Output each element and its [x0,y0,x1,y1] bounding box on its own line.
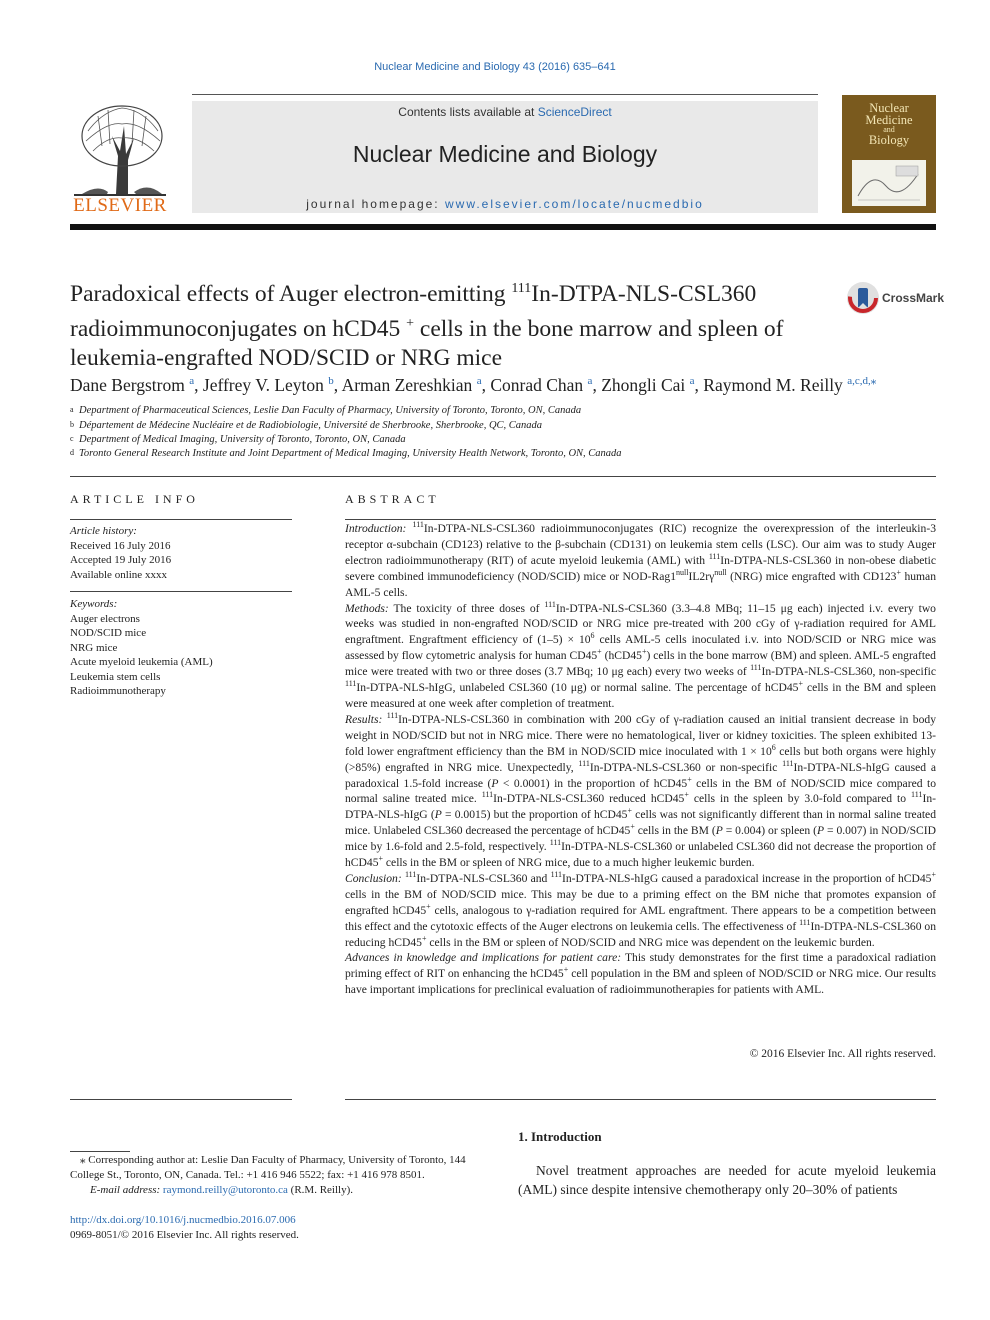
author-affiliation-mark[interactable]: a [587,375,593,387]
affiliation-text: Toronto General Research Institute and Joint Department of Medical Imaging, University Health Network, Toronto, ON, Canada [79,448,622,459]
section-divider [70,476,936,477]
author-affiliation-mark[interactable]: a [476,375,482,387]
title-part1: Paradoxical effects of Auger electron-emitting [70,280,512,307]
keyword: Leukemia stem cells [70,670,161,683]
email-suffix: (R.M. Reilly). [287,1184,354,1196]
history-online: Available online xxxx [70,568,167,581]
author-name[interactable]: Dane Bergstrom [70,374,185,395]
cover-title-line1: Nuclear [869,101,909,115]
bottom-rule-left [70,1099,292,1100]
corresponding-author-footnote [70,1153,494,1198]
abstract-rule [345,519,936,520]
sciencedirect-link[interactable]: ScienceDirect [537,105,612,119]
article-title [70,274,830,373]
affiliation-mark: d [70,448,74,457]
article-info-rule [70,519,292,520]
homepage-link[interactable]: www.elsevier.com/locate/nucmedbio [444,197,704,211]
issn-line: 0969-8051/© 2016 Elsevier Inc. All rights reserved. [70,1229,299,1241]
author-affiliation-mark[interactable]: b [328,375,334,387]
affiliation-text: Department of Pharmaceutical Sciences, Leslie Dan Faculty of Pharmacy, University of Toronto, Toronto, ON, Canada [79,405,582,416]
title-isotope-superscript: 111 [511,281,532,296]
affiliation-b [70,420,542,431]
keyword: Radioimmunotherapy [70,685,166,697]
title-part2: In-DTPA-NLS-CSL360 radioimmunoconjugates on hCD45 [70,280,757,342]
history-received: Received 16 July 2016 [70,539,171,552]
cover-title-and: and [883,125,895,134]
affiliation-text: Département de Médecine Nucléaire et de Radiobiologie, Université de Sherbrooke, Sherbrooke, QC, Canada [79,420,543,431]
abstract-conclusion: Conclusion: $^{111}$In-DTPA-NLS-CSL360 and $^{111}$In-DTPA-NLS-hIgG caused a paradoxical increase in the proportion of hCD45+ cells in the BM of NOD/SCID mice. This may be due to a priming effect on the BM niche that promotes expansion of engrafted hCD45+ cells, analogous to γ-radiation required for AML engraftment. There appears to be a competition between this effect and the cytotoxic effects of the Auger electrons on leukemia cells. The effectiveness of $^{111}$In-DTPA-NLS-CSL360 on reducing hCD45+ cells in the BM or spleen of NOD/SCID and NRG mice was dependent on the leukemic burden. [345,870,937,949]
affiliation-mark: a [70,405,74,414]
journal-homepage [192,197,818,211]
affiliation-c [70,434,406,445]
keywords-rule [70,591,292,592]
article-info-heading: ARTICLE INFO [70,492,199,506]
title-part3: cells in the bone marrow and spleen of leukemia-engrafted NOD/SCID or NRG mice [70,315,784,371]
homepage-prefix: journal homepage: [306,197,445,211]
bottom-rule-right [345,1099,936,1100]
author-affiliation-mark[interactable]: a [189,375,195,387]
affiliation-a [70,405,581,416]
abstract-copyright: © 2016 Elsevier Inc. All rights reserved. [749,1048,936,1060]
author-name[interactable]: Conrad Chan [490,374,584,395]
abstract-body [345,521,936,998]
keyword: NRG mice [70,641,118,654]
email-link[interactable]: raymond.reilly@utoronto.ca [162,1184,288,1196]
author-name[interactable]: Jeffrey V. Leyton [202,374,324,395]
journal-reference[interactable]: Nuclear Medicine and Biology 43 (2016) 635–641 [374,61,616,73]
history-accepted: Accepted 19 July 2016 [70,554,172,566]
cover-title [842,98,936,146]
contents-prefix: Contents lists available at [398,105,538,119]
abstract-advances: Advances in knowledge and implications for patient care: This study demonstrates for the first time a paradoxical radiation priming effect of RIT on enhancing the hCD45+ cell population in the BM and spleen of NOD/SCID or NRG mice. Our results have important implications for preclinical evaluation of radioimmunotherapies for patients with AML. [345,951,936,997]
history-label: Article history: [70,525,137,537]
keywords [70,597,294,699]
affiliation-mark: c [70,434,74,443]
contents-line [192,105,818,119]
author-name[interactable]: Zhongli Cai [601,374,686,395]
elsevier-wordmark: ELSEVIER [73,195,167,216]
introduction-heading: 1. Introduction [518,1129,602,1144]
keyword: Auger electrons [70,612,140,625]
journal-title: Nuclear Medicine and Biology [352,141,658,167]
crossmark-label[interactable]: CrossMark [882,291,945,305]
author-name[interactable]: Arman Zereshkian [341,374,473,395]
author-affiliation-mark[interactable]: a [689,375,695,387]
masthead-top-rule [192,94,818,95]
title-plus-superscript: + [406,315,415,331]
author-list: Dane Bergstrom $^a$, Jeffrey V. Leyton $^b$, Arman Zereshkian $^a$, Conrad Chan $^a$, Zhongli Cai $^a$, Raymond M. Reilly $^{a,c,d,⁎}$ [70,374,877,395]
email-label: E-mail address: [90,1184,163,1196]
affiliation-mark: b [70,420,74,429]
author-affiliation-mark[interactable]: a,c,d,⁎ [847,375,877,387]
crossmark-icon[interactable] [846,281,880,315]
doi-link[interactable]: http://dx.doi.org/10.1016/j.nucmedbio.2016.07.006 [70,1214,296,1226]
keywords-label: Keywords: [70,598,118,610]
abstract-methods: Methods: The toxicity of three doses of $^{111}$In-DTPA-NLS-CSL360 (3.3–4.8 MBq; 11–15 μg each) injected i.v. every two weeks was studied in non-engrafted NOD/SCID or NRG mice pre-treated with 200 cGy of γ-radiation required for AML engraftment. Engraftment efficiency of $(1-5) \times 10^6$ cells AML-5 cells inoculated i.v. into NOD/SCID or NRG mice was assessed by flow cytometric analysis for human CD45+ (hCD45+) cells in the bone marrow (BM) and spleen. AML-5 engrafted mice were treated with two or three doses (3.7 MBq; 10 μg each) every two weeks of $^{111}$In-DTPA-NLS-CSL360, non-specific $^{111}$In-DTPA-NLS-hIgG, unlabeled CSL360 (10 μg) or normal saline. The percentage of hCD45+ cells in the BM and spleen were measured at one week after completion of treatment. [345,599,937,710]
corresponding-author-text: Corresponding author at: Leslie Dan Faculty of Pharmacy, University of Toronto, 144 College St., Toronto, ON, Canada. Tel.: +1 416 946 5522; fax: +1 416 978 8501. [70,1154,466,1181]
abstract-heading: ABSTRACT [345,492,440,506]
affiliation-text: Department of Medical Imaging, University of Toronto, Toronto, ON, Canada [79,434,406,445]
article-history [70,524,294,582]
abstract-results: Results: $^{111}$In-DTPA-NLS-CSL360 in combination with 200 cGy of γ-radiation caused an initial transient decrease in body weight in NOD/SCID but not in NRG mice. There were no hematological, liver or kidney toxicities. The spleen exhibited 13-fold lower engraftment efficiency than the BM in NOD/SCID mice inoculated with $1 \times 10^6$ cells but both organs were highly (>85%) engrafted in NRG mice. Unexpectedly, $^{111}$In-DTPA-NLS-CSL360 or non-specific $^{111}$In-DTPA-NLS-hIgG caused a paradoxical 1.5-fold increase (P < 0.0001) in the proportion of hCD45+ cells in the BM of NOD/SCID mice compared to normal saline treated mice. $^{111}$In-DTPA-NLS-CSL360 reduced hCD45+ cells in the spleen by 3.0-fold compared to $^{111}$In-DTPA-NLS-hIgG (P = 0.0015) but the proportion of hCD45+ cells was not significantly different than in normal saline treated mice. Unlabeled CSL360 decreased the percentage of hCD45+ cells in the BM (P = 0.004) or spleen (P = 0.007) in NOD/SCID mice by 1.6-fold and 2.5-fold, respectively. $^{111}$In-DTPA-NLS-CSL360 or unlabeled CSL360 did not decrease the proportion of hCD45+ cells in the BM or spleen of NRG mice, due to a much higher leukemic burden. [345,711,937,870]
cover-title-line3: Biology [868,133,910,147]
keyword: NOD/SCID mice [70,627,147,639]
cover-figure [852,160,926,206]
header-thick-rule [70,224,936,230]
affiliation-d [70,448,622,459]
abstract-introduction: Introduction: $^{111}$In-DTPA-NLS-CSL360 radioimmunoconjugates (RIC) recognize the overexpression of the interleukin-3 receptor α-subchain (CD123) relative to the β-subchain (CD131) on leukemia stem cells (LSC). Our aim was to study Auger electron radioimmunotherapy (RIT) of acute myeloid leukemia (AML) with $^{111}$In-DTPA-NLS-CSL360 in non-obese diabetic severe combined immunodeficiency (NOD/SCID) mice or NOD-$Rag1^{null}IL2r\gamma^{null}$ (NRG) mice engrafted with CD123+ human AML-5 cells. [345,520,936,599]
cover-title-line2: Medicine [865,113,913,127]
footnote-star: ⁎ [80,1154,86,1166]
footnote-rule [70,1151,130,1152]
author-name[interactable]: Raymond M. Reilly [703,374,843,395]
keyword: Acute myeloid leukemia (AML) [70,656,213,668]
introduction-text: Novel treatment approaches are needed for acute myeloid leukemia (AML) since despite intensive chemotherapy only 20–30% of patients [518,1163,936,1197]
